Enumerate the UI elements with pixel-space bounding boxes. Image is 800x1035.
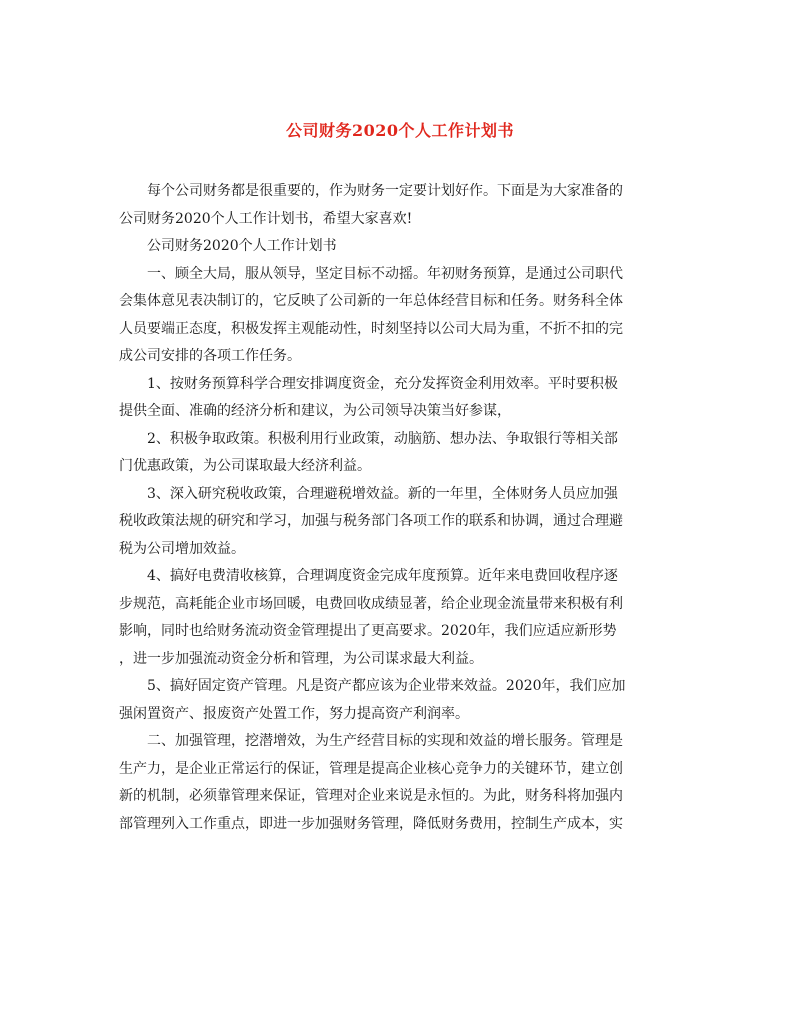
body-line: 公司财务2020个人工作计划书，希望大家喜欢! (119, 210, 413, 227)
body-line: 影响，同时也给财务流动资金管理提出了更高要求。2020年，我们应适应新形势 (119, 623, 617, 639)
body-line: 人员要端正态度，积极发挥主观能动性，时刻坚持以公司大局为重，不折不扣的完 (119, 320, 623, 337)
body-line: 成公司安排的各项工作任务。 (119, 348, 301, 364)
body-line: 税为公司增加效益。 (119, 540, 245, 557)
body-line: 二、加强管理，挖潜增效，为生产经营目标的实现和效益的增长服务。管理是 (147, 733, 623, 749)
body-line: 会集体意见表决制订的，它反映了公司新的一年总体经营目标和任务。财务科全体 (119, 293, 623, 309)
body-line: 4、搞好电费清收核算，合理调度资金完成年度预算。近年来电费回收程序逐 (147, 568, 618, 584)
body-line: 2、积极争取政策。积极利用行业政策，动脑筋、想办法、争取银行等相关部 (147, 430, 618, 447)
body-line: 部管理列入工作重点，即进一步加强财务管理，降低财务费用，控制生产成本，实 (119, 815, 623, 832)
body-line: ，进一步加强流动资金分析和管理，为公司谋求最大利益。 (119, 650, 483, 667)
body-line: 5、搞好固定资产管理。凡是资产都应该为企业带来效益。2020年，我们应加 (147, 678, 626, 694)
body-line: 新的机制，必须靠管理来保证，管理对企业来说是永恒的。为此，财务科将加强内 (119, 788, 623, 804)
body-line: 门优惠政策，为公司谋取最大经济利益。 (119, 458, 371, 474)
body-line: 3、深入研究税收政策，合理避税增效益。新的一年里，全体财务人员应加强 (147, 485, 618, 502)
body-line: 1、按财务预算科学合理安排调度资金，充分发挥资金利用效率。平时要积极 (147, 375, 618, 392)
document-title: 公司财务2020个人工作计划书 (285, 121, 515, 140)
document-body (119, 178, 681, 838)
body-line: 一、顾全大局，服从领导，坚定目标不动摇。年初财务预算，是通过公司职代 (147, 265, 623, 282)
body-line: 强闲置资产、报废资产处置工作，努力提高资产利润率。 (119, 705, 469, 722)
body-line: 生产力，是企业正常运行的保证，管理是提高企业核心竞争力的关键环节，建立创 (119, 760, 623, 777)
body-line: 提供全面、准确的经济分析和建议，为公司领导决策当好参谋， (119, 403, 511, 419)
body-line: 每个公司财务都是很重要的，作为财务一定要计划好作。下面是为大家准备的 (147, 183, 623, 199)
body-line: 公司财务2020个人工作计划书 (147, 238, 337, 254)
body-line: 步规范，高耗能企业市场回暖，电费回收成绩显著，给企业现金流量带来积极有利 (119, 595, 623, 612)
body-line: 税收政策法规的研究和学习，加强与税务部门各项工作的联系和协调，通过合理避 (119, 513, 623, 529)
